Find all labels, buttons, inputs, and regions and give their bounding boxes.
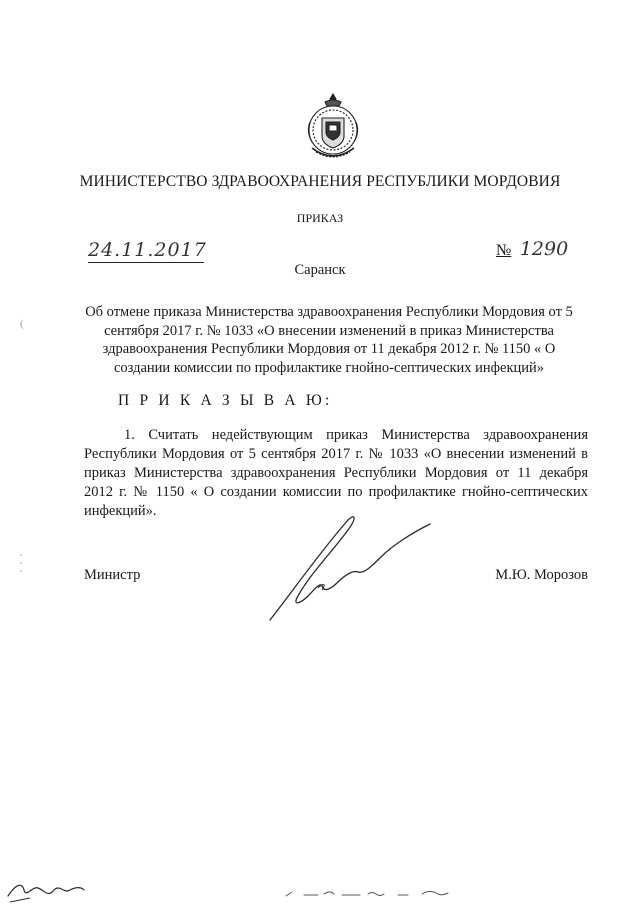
document-type: ПРИКАЗ: [296, 211, 344, 225]
margin-dots: [20, 553, 22, 573]
order-number-label: №: [496, 242, 512, 259]
order-date: 24.11.2017: [88, 239, 207, 261]
footer-scribble: [282, 886, 452, 902]
order-number: 1290: [519, 238, 569, 260]
handwritten-signature: [262, 512, 434, 624]
handwritten-initials: [4, 876, 88, 904]
order-directive-heading: П Р И К А З Ы В А Ю:: [118, 392, 333, 409]
ministry-title: МИНИСТЕРСТВО ЗДРАВООХРАНЕНИЯ РЕСПУБЛИКИ МОРДОВИЯ: [79, 173, 561, 190]
order-paragraph: 1. Считать недействующим приказ Министерства здравоохранения Республики Мордовия от 5 сентября 2017 г. № 1033 «О внесении изменений в приказ Министерства здравоохранения Республики Мордовия от 11 декабря 2012 г. № 1150 « О создании комиссии по профилактике гнойно-септических инфекций».: [84, 427, 588, 519]
order-subject: Об отмене приказа Министерства здравоохранения Республики Мордовия от 5 сентября 2017 г. № 1033 «О внесении изменений в приказ Министерства здравоохранения Республики Мордовия от 11 декабря 2012 г. № 1150 « О создании комиссии по профилактике гнойно-септических инфекций»: [85, 304, 573, 376]
signatory-name: М.Ю. Морозов: [495, 567, 588, 583]
signatory-title: Министр: [84, 567, 141, 583]
margin-mark: (: [20, 318, 24, 330]
coat-of-arms-emblem: [302, 92, 364, 164]
issue-city: Саранск: [294, 262, 346, 278]
